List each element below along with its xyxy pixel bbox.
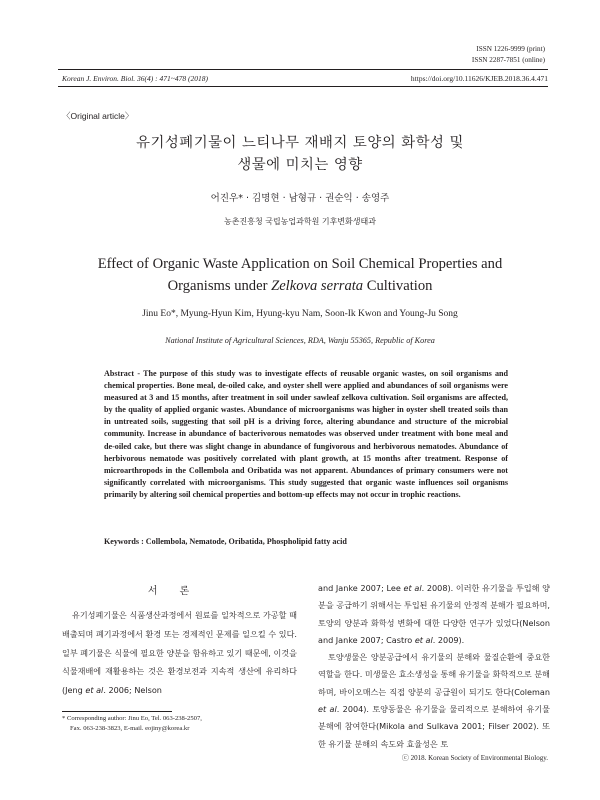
english-title-line-2 — [0, 274, 600, 298]
article-type: 〈Original article〉 — [62, 111, 134, 121]
body-column-left — [62, 606, 297, 700]
korean-title-line-2: 생물에 미치는 영향 — [237, 157, 363, 173]
korean-affiliation: 농촌진흥청 국립농업과학원 기후변화생태과 — [224, 217, 376, 226]
abstract-text: - The purpose of this study was to investigate effects of reusable organic wastes, on soil organisms and chemical properties. Bone meal, de-oiled cake, and oyster shell were applied and abundances of soil organisms were measured at 3 and 15 months, after treatment in soil under sawleaf zelkova cultivation. Soil organisms are affected, by the quality of applied organic wastes. Abundance of microorganisms was higher in oyster shell treated soils than in untreated soils, suggesting that soil pH is a driving force, altering abundance and structure of the microbial community. Increase in abundance of bacterivorous nematodes was observed under treatment with bone meal and de-oiled cake, but there was slight change in abundance of fungivorous and herbivorous nematodes. Abundance of herbivorous nematode was positively correlated with plant growth, at 15 months after treatment. Response of microarthropods in the Collembola and Oribatida was not apparent. Abundances of primary consumers were not significantly correlated with microorganisms. This study suggested that organic waste influences soil organisms primarily by altering soil chemical properties and bottom-up effects may not occur in trophic reactions. — [104, 369, 508, 499]
footnote-rule — [62, 711, 172, 712]
english-title-prefix: Organisms under — [167, 278, 272, 294]
body-column-right — [318, 580, 550, 753]
korean-authors: 어진우* · 김명현 · 남형규 · 권순익 · 송영주 — [210, 193, 390, 204]
header-rule-bottom — [58, 86, 548, 87]
keywords: Keywords : Collembola, Nematode, Oribatida, Phospholipid fatty acid — [104, 537, 347, 546]
english-title-suffix: Cultivation — [363, 278, 433, 294]
issn-print: ISSN 1226-9999 (print) — [476, 45, 545, 53]
doi-link[interactable]: https://doi.org/10.11626/KJEB.2018.36.4.471 — [410, 74, 548, 83]
issn-online: ISSN 2287-7851 (online) — [471, 56, 545, 64]
corresponding-author-footnote — [62, 714, 302, 733]
species-name: Zelkova serrata — [271, 278, 364, 294]
english-affiliation: National Institute of Agricultural Sciences, RDA, Wanju 55365, Republic of Korea — [165, 336, 435, 345]
section-heading-introduction: 서론 — [147, 586, 212, 597]
footnote-line: Fax. 063-238-3823, E-mail. eojiny@korea.kr — [70, 724, 190, 732]
paragraph: 토양생물은 양분공급에서 유기물의 분해와 물질순환에 중요한 역할을 한다. 미생물은 효소생성을 통해 유기물을 화학적으로 분해하며, 바이오매스는 직접 양분의 공급원이 되기도 한다(Coleman et al. 2004). 토양동물은 유기물을 물리적으로 분해하여 유기물 분해에 참여한다(Mikola and Sulkava 2001; Filser 2002). 또한 유기물 분해의 속도와 효율성은 토 — [318, 652, 551, 749]
abstract — [104, 368, 508, 501]
paragraph: 유기성폐기물은 식품생산과정에서 원료를 일차적으로 가공할 때 배출되며 폐기과정에서 환경 또는 경제적인 문제를 일으킬 수 있다. 일부 폐기물은 식물에 필요한 양분을 함유하고 있기 때문에, 이것을 식물재배에 재활용하는 것은 환경보전과 지속적 생산에 유리하다(Jeng et al. 2006; Nelson — [62, 610, 297, 696]
english-authors: Jinu Eo*, Myung-Hyun Kim, Hyung-kyu Nam, Soon-Ik Kwon and Young-Ju Song — [142, 309, 458, 319]
copyright: ⓒ 2018. Korean Society of Environmental Biology. — [401, 754, 548, 762]
abstract-label: Abstract — [104, 369, 135, 378]
english-title-line-1: Effect of Organic Waste Application on Soil Chemical Properties and — [97, 256, 503, 272]
footnote-line: * Corresponding author: Jinu Eo, Tel. 063-238-2507, — [62, 715, 202, 722]
korean-title-line-1: 유기성폐기물이 느티나무 재배지 토양의 화학성 및 — [136, 135, 464, 151]
header-rule-top — [58, 69, 548, 70]
journal-citation: Korean J. Environ. Biol. 36(4) : 471~478 (2018) — [62, 74, 208, 83]
paragraph: and Janke 2007; Lee et al. 2008). 이러한 유기물을 투입해 양분을 공급하기 위해서는 투입된 유기물의 안정적 분해가 필요하며, 토양의 양분과 화학성 변화에 대한 다양한 연구가 있었다(Nelson and Janke 2007; Castro et al. 2009). — [318, 583, 550, 645]
